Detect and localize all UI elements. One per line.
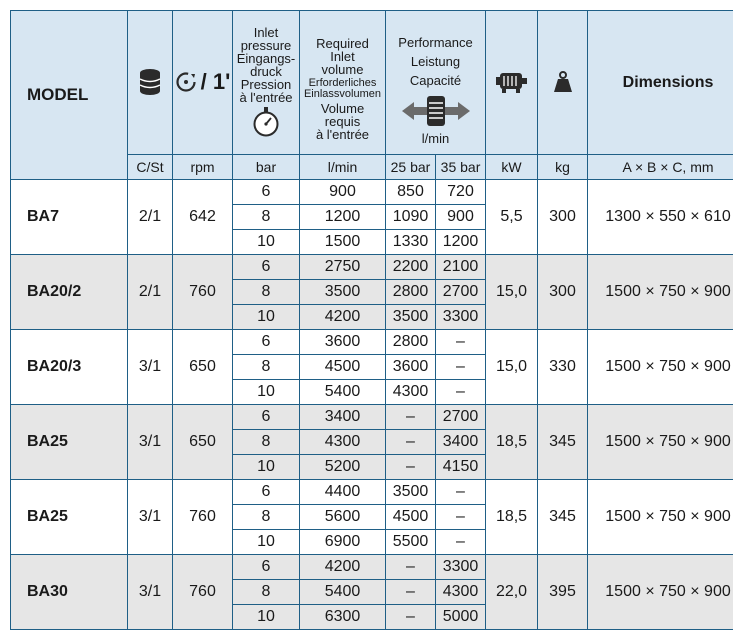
kg-cell: 345 [538,480,588,555]
rpm-cell: 642 [173,180,233,255]
bar-cell: 8 [233,430,300,455]
bar-cell: 10 [233,230,300,255]
perf-25-cell: – [386,455,436,480]
bar-cell: 10 [233,605,300,630]
perf-35-cell: – [436,355,486,380]
perf-25-cell: 2200 [386,255,436,280]
kg-cell: 300 [538,255,588,330]
bar-cell: 6 [233,180,300,205]
kw-cell: 18,5 [486,405,538,480]
header-required-volume [300,11,386,155]
perf-35-cell: 3300 [436,555,486,580]
table-row [11,255,733,280]
unit-rpm: rpm [173,155,233,180]
required-volume-fr-3: à l'entrée [315,126,370,142]
kw-cell: 15,0 [486,255,538,330]
table-body [11,180,733,630]
dimensions-cell: 1500 × 750 × 900 [588,255,733,330]
performance-en: Performance [398,34,473,50]
volume-cell: 3500 [300,280,386,305]
perf-35-cell: – [436,505,486,530]
model-cell: BA20/2 [11,255,128,330]
inlet-pressure-fr-2: à l'entrée [239,90,293,105]
cst-cell: 3/1 [128,480,173,555]
bar-cell: 6 [233,255,300,280]
perf-25-cell: – [386,580,436,605]
perf-25-cell: 2800 [386,280,436,305]
volume-cell: 3600 [300,330,386,355]
unit-dimensions: A × B × C, mm [588,155,733,180]
bar-cell: 10 [233,380,300,405]
bar-cell: 10 [233,305,300,330]
header-rpm [173,11,233,155]
rpm-symbol: / 1' [200,68,231,94]
volume-cell: 5400 [300,580,386,605]
table-row [11,480,733,505]
required-volume-fr-1: Volume [320,100,365,116]
weight-icon [552,71,574,93]
perf-35-cell: 5000 [436,605,486,630]
volume-cell: 4200 [300,555,386,580]
required-volume-fr-2: requis [324,113,361,129]
rpm-cell: 650 [173,405,233,480]
unit-35bar: 35 bar [436,155,486,180]
volume-cell: 2750 [300,255,386,280]
perf-35-cell: 4300 [436,580,486,605]
volume-cell: 6300 [300,605,386,630]
perf-35-cell: 4150 [436,455,486,480]
rpm-cell: 760 [173,255,233,330]
perf-25-cell: – [386,405,436,430]
required-volume-de-2: Einlassvolumen [303,87,382,100]
rotation-icon [175,71,197,93]
unit-kw: kW [486,155,538,180]
table-row [11,555,733,580]
perf-25-cell: 1090 [386,205,436,230]
required-volume-en-3: volume [321,61,364,77]
perf-35-cell: – [436,380,486,405]
bar-cell: 6 [233,480,300,505]
cylinder-stack-icon [139,68,161,96]
model-cell: BA25 [11,405,128,480]
volume-cell: 6900 [300,530,386,555]
bar-cell: 6 [233,330,300,355]
dimensions-cell: 1300 × 550 × 610 [588,180,733,255]
perf-35-cell: 2700 [436,280,486,305]
unit-cst: C/St [128,155,173,180]
bar-cell: 8 [233,280,300,305]
model-cell: BA20/3 [11,330,128,405]
perf-35-cell: – [436,480,486,505]
perf-35-cell: 2700 [436,405,486,430]
volume-cell: 4300 [300,430,386,455]
perf-25-cell: – [386,605,436,630]
volume-cell: 5400 [300,380,386,405]
table-row [11,330,733,355]
bar-cell: 6 [233,405,300,430]
perf-25-cell: 5500 [386,530,436,555]
kg-cell: 300 [538,180,588,255]
header-dimensions: Dimensions [588,11,733,155]
bar-cell: 8 [233,505,300,530]
perf-35-cell: 720 [436,180,486,205]
header-model: MODEL [11,11,128,180]
required-volume-en-2: Inlet [330,48,355,64]
perf-25-cell: – [386,430,436,455]
volume-cell: 900 [300,180,386,205]
inlet-pressure-en-1: Inlet [253,25,279,40]
kw-cell: 5,5 [486,180,538,255]
unit-25bar: 25 bar [386,155,436,180]
volume-cell: 4500 [300,355,386,380]
inlet-pressure-de-1: Eingangs- [236,51,296,66]
rpm-cell: 760 [173,480,233,555]
bar-cell: 6 [233,555,300,580]
header-performance [386,11,486,155]
perf-25-cell: 1330 [386,230,436,255]
cst-cell: 3/1 [128,405,173,480]
dimensions-cell: 1500 × 750 × 900 [588,480,733,555]
inlet-pressure-en-2: pressure [240,38,292,53]
volume-cell: 4400 [300,480,386,505]
cst-cell: 3/1 [128,330,173,405]
performance-fr: Capacité [409,72,462,88]
perf-35-cell: 3300 [436,305,486,330]
bar-cell: 8 [233,580,300,605]
performance-de: Leistung [410,53,461,69]
perf-25-cell: – [386,555,436,580]
cst-cell: 2/1 [128,180,173,255]
volume-cell: 5200 [300,455,386,480]
unit-kg: kg [538,155,588,180]
perf-35-cell: – [436,330,486,355]
volume-cell: 1500 [300,230,386,255]
perf-35-cell: 2100 [436,255,486,280]
volume-cell: 4200 [300,305,386,330]
perf-25-cell: 2800 [386,330,436,355]
bar-cell: 10 [233,530,300,555]
bar-cell: 8 [233,355,300,380]
bar-cell: 8 [233,205,300,230]
perf-35-cell: 3400 [436,430,486,455]
bar-cell: 10 [233,455,300,480]
model-cell: BA30 [11,555,128,630]
rpm-cell: 650 [173,330,233,405]
kg-cell: 330 [538,330,588,405]
model-cell: BA25 [11,480,128,555]
model-cell: BA7 [11,180,128,255]
kg-cell: 395 [538,555,588,630]
volume-cell: 1200 [300,205,386,230]
perf-35-cell: – [436,530,486,555]
kw-cell: 15,0 [486,330,538,405]
spec-table [10,10,733,630]
table-row [11,180,733,205]
compressor-arrows-icon [400,94,472,128]
perf-25-cell: 3500 [386,480,436,505]
pressure-gauge-icon [252,107,280,137]
inlet-pressure-de-2: druck [250,64,282,79]
perf-35-cell: 1200 [436,230,486,255]
dimensions-cell: 1500 × 750 × 900 [588,405,733,480]
inlet-pressure-fr-1: Pression [240,77,292,92]
dimensions-cell: 1500 × 750 × 900 [588,555,733,630]
perf-35-cell: 900 [436,205,486,230]
performance-unit: l/min [421,130,450,146]
header-kw [486,11,538,155]
header-inlet-pressure [233,11,300,155]
perf-25-cell: 4300 [386,380,436,405]
kg-cell: 345 [538,405,588,480]
volume-cell: 3400 [300,405,386,430]
rpm-cell: 760 [173,555,233,630]
volume-cell: 5600 [300,505,386,530]
header-cst [128,11,173,155]
cst-cell: 2/1 [128,255,173,330]
table-row [11,405,733,430]
perf-25-cell: 3500 [386,305,436,330]
dimensions-cell: 1500 × 750 × 900 [588,330,733,405]
required-volume-de-1: Erforderliches [308,76,377,89]
perf-25-cell: 3600 [386,355,436,380]
cst-cell: 3/1 [128,555,173,630]
perf-25-cell: 850 [386,180,436,205]
perf-25-cell: 4500 [386,505,436,530]
motor-icon [496,71,528,93]
kw-cell: 18,5 [486,480,538,555]
header-kg [538,11,588,155]
required-volume-en-1: Required [316,35,369,51]
unit-bar: bar [233,155,300,180]
unit-lmin: l/min [300,155,386,180]
kw-cell: 22,0 [486,555,538,630]
